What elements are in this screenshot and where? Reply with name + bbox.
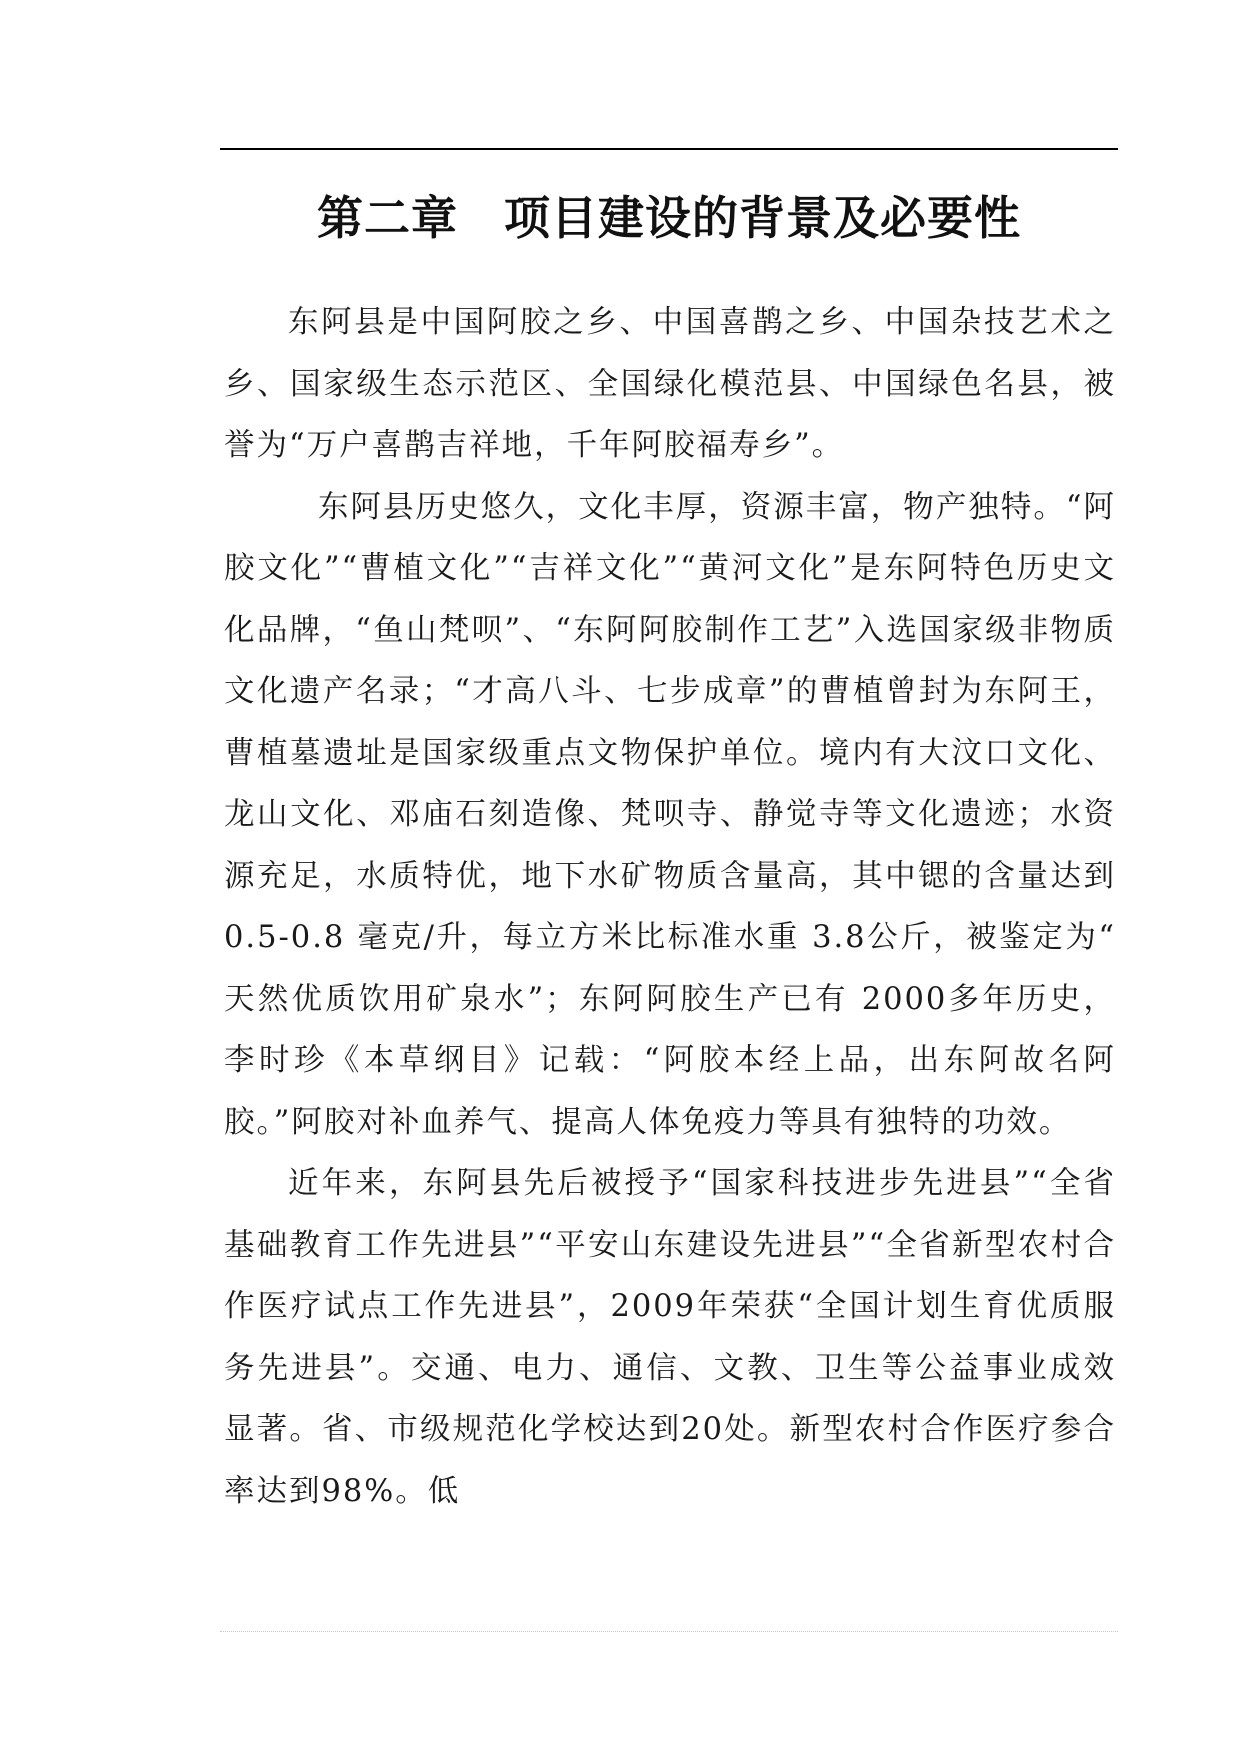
paragraph-history: 东阿县历史悠久，文化丰厚，资源丰富，物产独特。“阿胶文化”“曹植文化”“吉祥文化”“黄河文化”是东阿特色历史文化品牌，“鱼山梵呗”、“东阿阿胶制作工艺”入选国家级非物质文化遗产名录；“才高八斗、七步成章”的曹植曾封为东阿王，曹植墓遗址是国家级重点文物保护单位。境内有大汶口文化、龙山文化、邓庙石刻造像、梵呗寺、静觉寺等文化遗迹；水资源充足，水质特优，地下水矿物质含量高，其中锶的含量达到 0.5-0.8 毫克/升，每立方米比标准水重 3.8公斤，被鉴定为“ 天然优质饮用矿泉水”；东阿阿胶生产已有 2000多年历史，李时珍《本草纲目》记载：“阿胶本经上品，出东阿故名阿胶。”阿胶对补血养气、提高人体免疫力等具有独特的功效。: [224, 489, 1116, 1140]
chapter-heading: [220, 185, 1118, 251]
paragraph-achievements: 近年来，东阿县先后被授予“国家科技进步先进县”“全省基础教育工作先进县”“平安山东建设先进县”“全省新型农村合作医疗试点工作先进县”，2009年荣获“全国计划生育优质服务先进县”。交通、电力、通信、文教、卫生等公益事业成效显著。省、市级规范化学校达到20处。新型农村合作医疗参合率达到98%。低: [224, 1166, 1116, 1509]
chapter-number: 第二章: [317, 191, 458, 245]
header-rule: [220, 148, 1118, 150]
body-text: [224, 292, 1116, 1522]
paragraph-intro: 东阿县是中国阿胶之乡、中国喜鹊之乡、中国杂技艺术之乡、国家级生态示范区、全国绿化模范县、中国绿色名县，被誉为“万户喜鹊吉祥地，千年阿胶福寿乡”。: [224, 305, 1116, 463]
footer-rule: [220, 1631, 1118, 1632]
chapter-title: 项目建设的背景及必要性: [504, 191, 1021, 245]
